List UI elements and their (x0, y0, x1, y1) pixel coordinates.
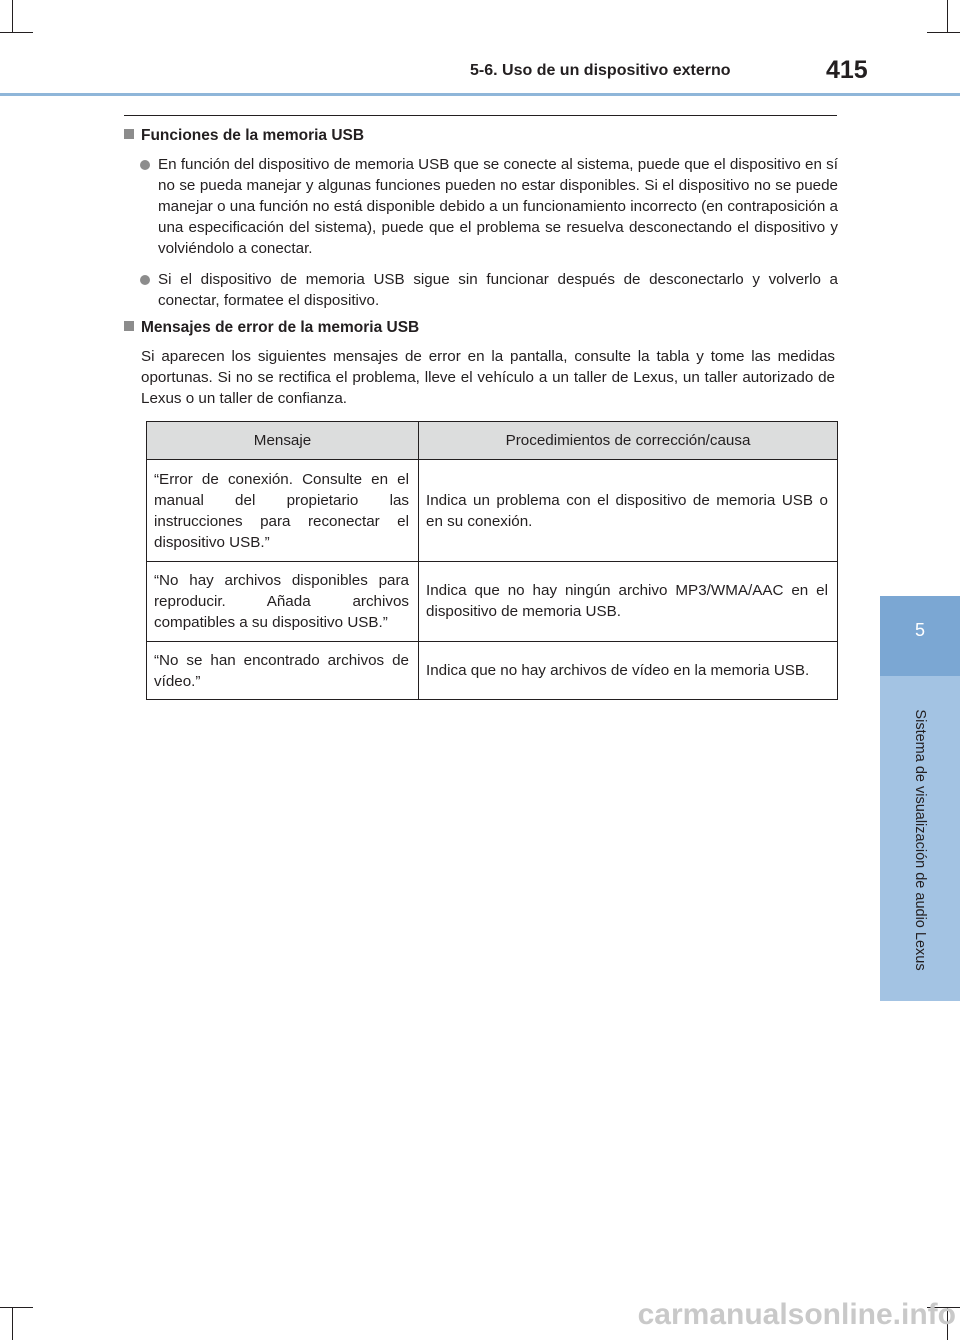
action-cell: Indica que no hay archivos de vídeo en la memoria USB. (419, 642, 838, 700)
square-bullet-icon (124, 129, 134, 139)
section-paragraph: Si aparecen los siguientes mensajes de error en la pantalla, consulte la tabla y tome las medidas oportunas. Si no se rectifica el problema, lleve el vehículo a un taller de Lexus, un taller autorizado de Lexus o un taller de confianza. (141, 348, 835, 407)
section-heading (124, 319, 419, 337)
bullet-dot-icon (140, 275, 150, 285)
section-heading-text: Funciones de la memoria USB (141, 127, 365, 144)
header-rule (0, 93, 960, 96)
watermark: carmanualsonline.info (637, 1298, 956, 1331)
chapter-number: 5 (914, 620, 925, 640)
bullet-text: En función del dispositivo de memoria USB que se conecte al sistema, puede que el dispositivo en sí no se pueda manejar y algunas funciones pueden no estar disponibles. Si el dispositivo no se puede manejar o una función no está disponible debido a un funcionamiento incorrecto (en contraposición a una especificación del sistema), puede que el problema se resuelva desconectando el dispositivo y volviéndolo a conectar. (158, 156, 838, 257)
bullet-dot-icon (140, 160, 150, 170)
crop-mark (12, 0, 13, 33)
action-cell: Indica un problema con el dispositivo de memoria USB o en su conexión. (419, 460, 838, 562)
section-heading-text: Mensajes de error de la memoria USB (141, 319, 420, 336)
table-row (147, 562, 838, 642)
crop-mark (0, 32, 33, 33)
running-header: 5-6. Uso de un dispositivo externo (470, 62, 731, 79)
content-top-rule (124, 115, 837, 116)
message-cell: “No hay archivos disponibles para reproducir. Añada archivos compatibles a su dispositivo USB.” (147, 562, 419, 642)
message-cell: “No se han encontrado archivos de vídeo.” (147, 642, 419, 700)
crop-mark (947, 0, 948, 33)
chapter-title: Sistema de visualización de audio Lexus (912, 709, 928, 971)
bullet-text: Si el dispositivo de memoria USB sigue sin funcionar después de desconectarlo y volverlo a conectar, formatee el dispositivo. (158, 271, 838, 309)
page-number: 415 (826, 56, 868, 84)
square-bullet-icon (124, 321, 134, 331)
chapter-tab (880, 596, 960, 676)
table-row (147, 460, 838, 562)
section-heading (124, 127, 364, 145)
table-row (147, 642, 838, 700)
crop-mark (927, 32, 960, 33)
error-message-table (146, 421, 838, 700)
column-header: Procedimientos de corrección/causa (419, 422, 838, 460)
crop-mark (0, 1307, 33, 1308)
column-header: Mensaje (147, 422, 419, 460)
message-cell: “Error de conexión. Consulte en el manual del propietario las instrucciones para reconectar el dispositivo USB.” (147, 460, 419, 562)
crop-mark (12, 1307, 13, 1340)
table-header-row (147, 422, 838, 460)
action-cell: Indica que no hay ningún archivo MP3/WMA/AAC en el dispositivo de memoria USB. (419, 562, 838, 642)
